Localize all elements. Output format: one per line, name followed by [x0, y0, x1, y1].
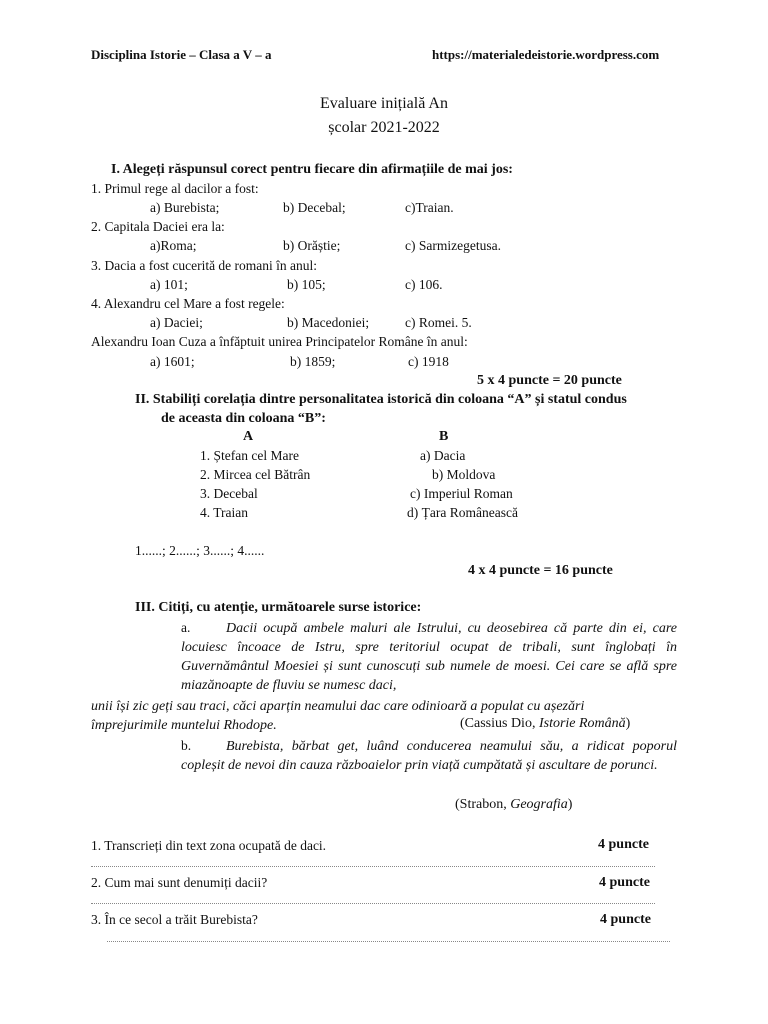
column-b-label: B — [439, 429, 449, 444]
q4-option-b: b) Macedoniei; — [287, 315, 370, 330]
header-url[interactable]: https://materialedeistorie.wordpress.com — [432, 47, 660, 62]
header-discipline: Disciplina Istorie – Clasa a V – a — [91, 47, 272, 62]
question-3: 3. Dacia a fost cucerită de romani în anul: — [91, 258, 318, 273]
q3-option-c: c) 106. — [405, 277, 443, 292]
q2-option-a: a)Roma; — [150, 238, 197, 253]
question-5: Alexandru Ioan Cuza a înfăptuit unirea Principatelor Române în anul: — [91, 334, 468, 349]
col-b-item-4: d) Țara Românească — [407, 505, 518, 520]
q5-option-c: c) 1918 — [408, 354, 449, 369]
col-a-item-1: 1. Ștefan cel Mare — [200, 448, 299, 463]
q2-option-c: c) Sarmizegetusa. — [405, 238, 501, 253]
section2-answer-line: 1......; 2......; 3......; 4...... — [135, 543, 265, 558]
section2-heading-line2: de aceasta din coloana “B”: — [161, 411, 326, 426]
q4-option-c: c) Romei. 5. — [405, 315, 472, 330]
s3-answer-line-3[interactable] — [107, 941, 670, 942]
section3-heading: III. Citiți, cu atenție, următoarele surse istorice: — [135, 600, 422, 615]
source-a-marker: a. — [181, 620, 191, 635]
question-4: 4. Alexandru cel Mare a fost regele: — [91, 296, 285, 311]
source-b-citation-end: ) — [567, 797, 573, 812]
section2-points: 4 x 4 puncte = 16 puncte — [468, 563, 613, 578]
col-a-item-2: 2. Mircea cel Bătrân — [200, 467, 311, 482]
s3-question-1: 1. Transcrieți din text zona ocupată de daci. — [91, 838, 327, 853]
q2-option-b: b) Orăștie; — [283, 238, 341, 253]
s3-question-3: 3. În ce secol a trăit Burebista? — [91, 912, 258, 927]
source-a-continuation-1: unii își zic geți sau traci, căci aparțin neamului dac care odinioară a populat cu așezări — [91, 699, 585, 714]
s3-answer-line-2[interactable] — [91, 903, 655, 904]
q3-option-b: b) 105; — [287, 277, 326, 292]
section1-points: 5 x 4 puncte = 20 puncte — [477, 373, 622, 388]
column-a-label: A — [243, 429, 254, 444]
source-a-text: Dacii ocupă ambele maluri ale Istrului, cu deosebirea că parte din ei, care locuiesc încoace de Istru, spre teritoriul ocupat de tribali, sunt înglobați în Guvernământul Moesiei și sunt cunoscuți sub numele de moesi. Cei care se află spre miazănoapte de fluviu se numesc daci, — [181, 621, 677, 693]
source-b-marker: b. — [181, 738, 192, 753]
s3-question-1-points: 4 puncte — [598, 837, 649, 852]
q3-option-a: a) 101; — [150, 277, 188, 292]
q1-option-c: c)Traian. — [405, 200, 454, 215]
source-a-citation — [460, 716, 630, 732]
q1-option-b: b) Decebal; — [283, 200, 346, 215]
s3-answer-line-1[interactable] — [91, 866, 655, 867]
question-2: 2. Capitala Daciei era la: — [91, 219, 225, 234]
source-a-citation-work: Istorie Română — [538, 716, 626, 731]
s3-question-3-points: 4 puncte — [600, 912, 651, 927]
s3-question-2: 2. Cum mai sunt denumiți dacii? — [91, 875, 268, 890]
source-b-citation — [455, 797, 572, 813]
q5-option-b: b) 1859; — [290, 354, 336, 369]
col-a-item-4: 4. Traian — [200, 505, 249, 520]
col-b-item-3: c) Imperiul Roman — [410, 486, 513, 501]
col-b-item-2: b) Moldova — [432, 467, 496, 482]
source-b-citation-author: (Strabon, — [455, 797, 511, 812]
source-a-citation-end: ) — [625, 716, 631, 731]
source-a-citation-author: (Cassius Dio, — [460, 716, 539, 731]
section1-heading: I. Alegeți răspunsul corect pentru fiecare din afirmațiile de mai jos: — [111, 162, 513, 177]
section2-heading-line1: II. Stabiliți corelația dintre personalitatea istorică din coloana “A” și statul condus — [135, 392, 627, 407]
source-b-text: Burebista, bărbat get, luând conducerea neamului său, a ridicat poporul copleșit de nevoi din cauza războaielor prin viață cumpătată și ascultare de porunci. — [181, 739, 677, 773]
col-b-item-1: a) Dacia — [420, 448, 466, 463]
page-title-line2: școlar 2021-2022 — [328, 119, 440, 136]
q1-option-a: a) Burebista; — [150, 200, 220, 215]
page-title-line1: Evaluare inițială An — [320, 95, 448, 112]
source-b-citation-work: Geografia — [510, 797, 568, 812]
q5-option-a: a) 1601; — [150, 354, 195, 369]
source-a-continuation-2: împrejurimile muntelui Rhodope. — [91, 718, 277, 733]
question-1: 1. Primul rege al dacilor a fost: — [91, 181, 259, 196]
s3-question-2-points: 4 puncte — [599, 875, 650, 890]
q4-option-a: a) Daciei; — [150, 315, 203, 330]
col-a-item-3: 3. Decebal — [200, 486, 258, 501]
